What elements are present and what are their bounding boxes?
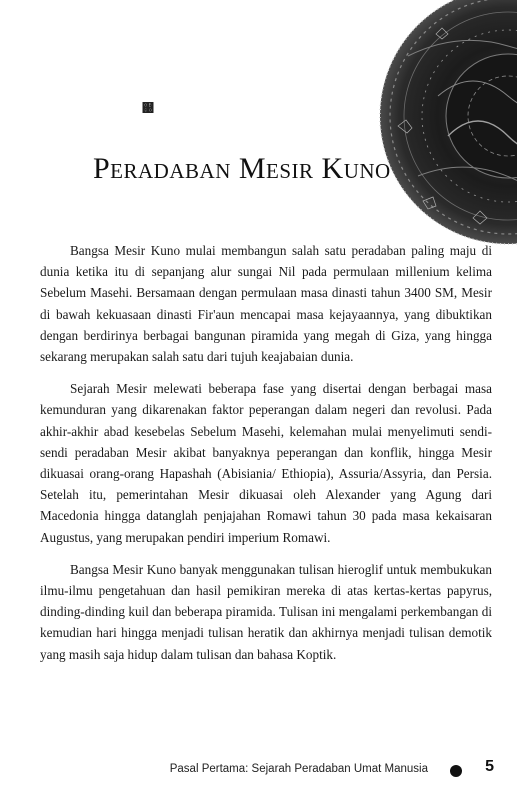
body-text	[40, 240, 492, 676]
bullet-icon	[450, 765, 462, 777]
chapter-title: Peradaban Mesir Kuno	[93, 152, 391, 186]
page-footer	[169, 758, 500, 780]
ancient-disc-relief-icon	[378, 0, 517, 246]
running-head: Pasal Pertama: Sejarah Peradaban Umat Manusia	[169, 763, 428, 775]
page-number: 5	[485, 758, 494, 775]
paragraph: Bangsa Mesir Kuno banyak menggunakan tulisan hieroglif untuk membukukan ilmu-ilmu pengetahuan dan hasil pemikiran mereka di atas kertas-kertas papyrus, dinding-dinding kuil dan beberapa piramida. Tulisan ini mengalami perkembangan di kemudian hari hingga menjadi tulisan heratik dan akhirnya menjadi tulisan demotik yang masih saja hidup dalam tulisan dan bahasa Koptik.	[40, 561, 492, 662]
paragraph: Sejarah Mesir melewati beberapa fase yang disertai dengan berbagai masa kemunduran yang dikarenakan faktor peperangan dalam negeri dan revolusi. Pada akhir-akhir abad kesebelas Sebelum Masehi, kelemahan mulai menyelimuti sendi-sendi peradaban Mesir akibat banyaknya peperangan dan konflik, hingga Mesir dikuasai orang-orang Hapashah (Abisiania/ Ethiopia), Assuria/Assyria, dan Persia. Setelah itu, pemerintahan Mesir dikuasai oleh Alexander yang Agung dari Macedonia hingga datanglah penjajahan Romawi tahun 30 pada masa kekaisaran Augustus, yang merupakan pendiri imperium Romawi.	[40, 381, 492, 545]
paragraph: Bangsa Mesir Kuno mulai membangun salah satu peradaban paling maju di dunia ketika itu di sepanjang alur sungai Nil pada permulaan millenium kelima Sebelum Masehi. Bersamaan dengan permulaan masa dinasti tahun 3400 SM, Mesir di bawah kekuasaan dinasti Fir'aun mencapai masa kejayaannya, yang dibuktikan dengan berdirinya berbagai bangunan piramida yang megah di Giza, yang hingga sekarang merupakan salah satu dari tujuh keajabaian dunia.	[40, 243, 492, 365]
stray-print-mark: ஀	[142, 101, 154, 115]
